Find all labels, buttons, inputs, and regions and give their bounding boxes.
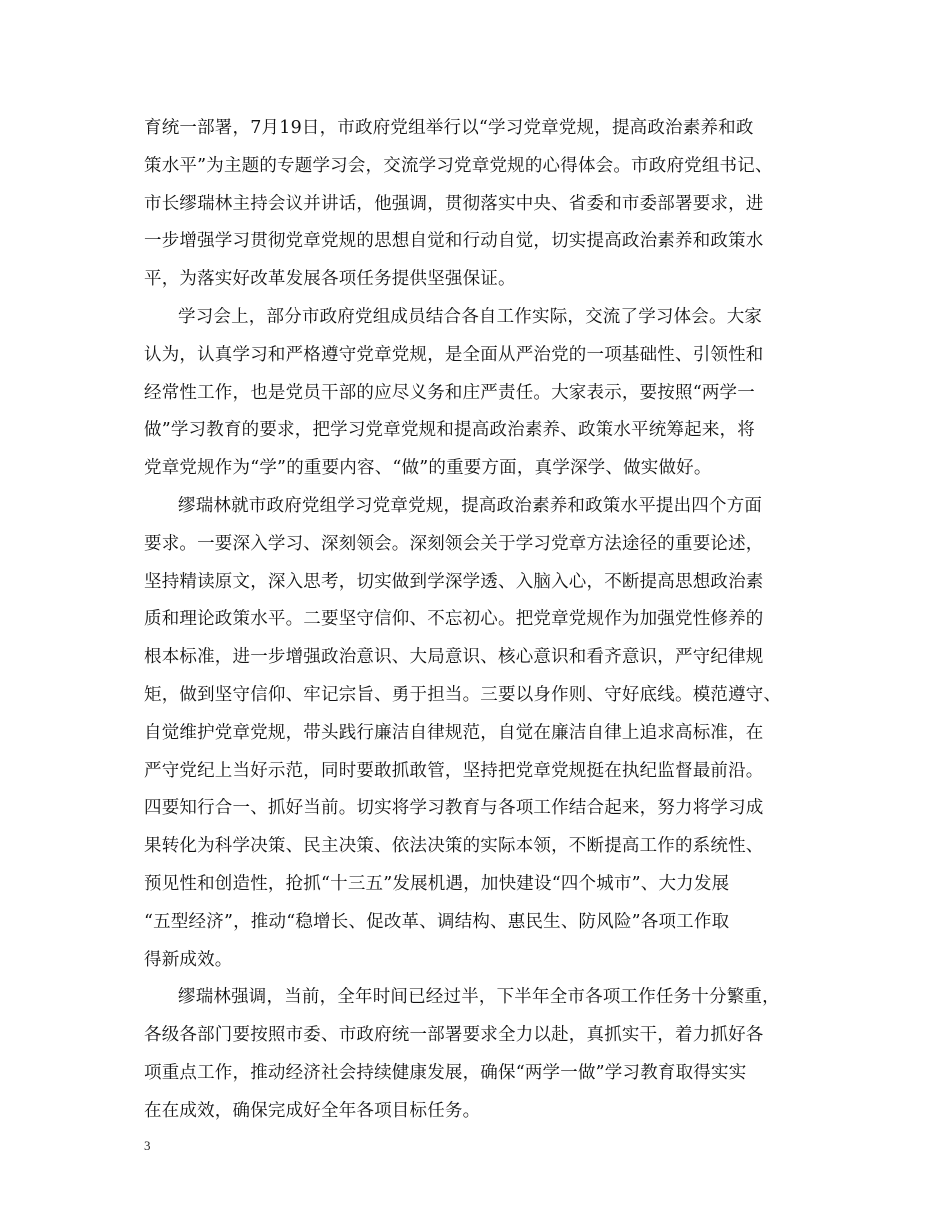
- text-line: 平，为落实好改革发展各项任务提供坚强保证。: [144, 269, 516, 290]
- text-line: 认为，认真学习和严格遵守党章党规，是全面从严治党的一项基础性、引领性和: [144, 344, 764, 365]
- text-line: 一步增强学习贯彻党章党规的思想自觉和行动自觉，切实提高政治素养和政策水: [144, 231, 764, 252]
- text-line: 各级各部门要按照市委、市政府统一部署要求全力以赴，真抓实干，着力抓好各: [144, 1025, 764, 1046]
- text-line: 市长缪瑞林主持会议并讲话，他强调，贯彻落实中央、省委和市委部署要求，进: [144, 193, 764, 214]
- text-line: 严守党纪上当好示范，同时要敢抓敢管，坚持把党章党规挺在执纪监督最前沿。: [144, 760, 764, 781]
- document-body: [144, 110, 816, 1131]
- text-line: 坚持精读原文，深入思考，切实做到学深学透、入脑入心，不断提高思想政治素: [144, 571, 764, 592]
- text-line: 党章党规作为“学”的重要内容、“做”的重要方面，真学深学、做实做好。: [144, 458, 712, 479]
- paragraph-first-line: 学习会上，部分市政府党组成员结合各自工作实际，交流了学习体会。大家: [178, 306, 763, 327]
- text-line: 项重点工作，推动经济社会持续健康发展，确保“两学一做”学习教育取得实实: [144, 1062, 747, 1083]
- text-line: 经常性工作，也是党员干部的应尽义务和庄严责任。大家表示，要按照“两学一: [144, 382, 755, 403]
- text-line: 预见性和创造性，抢抓“十三五”发展机遇，加快建设“四个城市”、大力发展: [144, 873, 730, 894]
- page-number: 3: [144, 1138, 151, 1153]
- text-line: “五型经济”，推动“稳增长、促改革、调结构、惠民生、防风险”各项工作取: [144, 911, 730, 932]
- text-line: 矩，做到坚守信仰、牢记宗旨、勇于担当。三要以身作则、守好底线。模范遵守、: [144, 684, 782, 705]
- paragraph-first-line: 缪瑞林强调，当前，全年时间已经过半，下半年全市各项工作任务十分繁重，: [178, 987, 780, 1008]
- text-line: 在在成效，确保完成好全年各项目标任务。: [144, 1100, 481, 1121]
- text-line: 质和理论政策水平。二要坚守信仰、不忘初心。把党章党规作为加强党性修养的: [144, 609, 764, 630]
- text-line: 自觉维护党章党规，带头践行廉洁自律规范，自觉在廉洁自律上追求高标准，在: [144, 722, 764, 743]
- text-line: 果转化为科学决策、民主决策、依法决策的实际本领，不断提高工作的系统性、: [144, 836, 764, 857]
- text-line: 四要知行合一、抓好当前。切实将学习教育与各项工作结合起来，努力将学习成: [144, 798, 764, 819]
- text-line: 得新成效。: [144, 949, 233, 970]
- text-line: 做”学习教育的要求，把学习党章党规和提高政治素养、政策水平统筹起来，将: [144, 420, 755, 441]
- text-line: 策水平”为主题的专题学习会，交流学习党章党规的心得体会。市政府党组书记、: [144, 155, 773, 176]
- text-line: 育统一部署，7月19日，市政府党组举行以“学习党章党规，提高政治素养和政: [144, 118, 754, 138]
- text-line: 要求。一要深入学习、深刻领会。深刻领会关于学习党章方法途径的重要论述，: [144, 533, 764, 554]
- paragraph-first-line: 缪瑞林就市政府党组学习党章党规，提高政治素养和政策水平提出四个方面: [178, 495, 763, 516]
- text-line: 根本标准，进一步增强政治意识、大局意识、核心意识和看齐意识，严守纪律规: [144, 647, 764, 668]
